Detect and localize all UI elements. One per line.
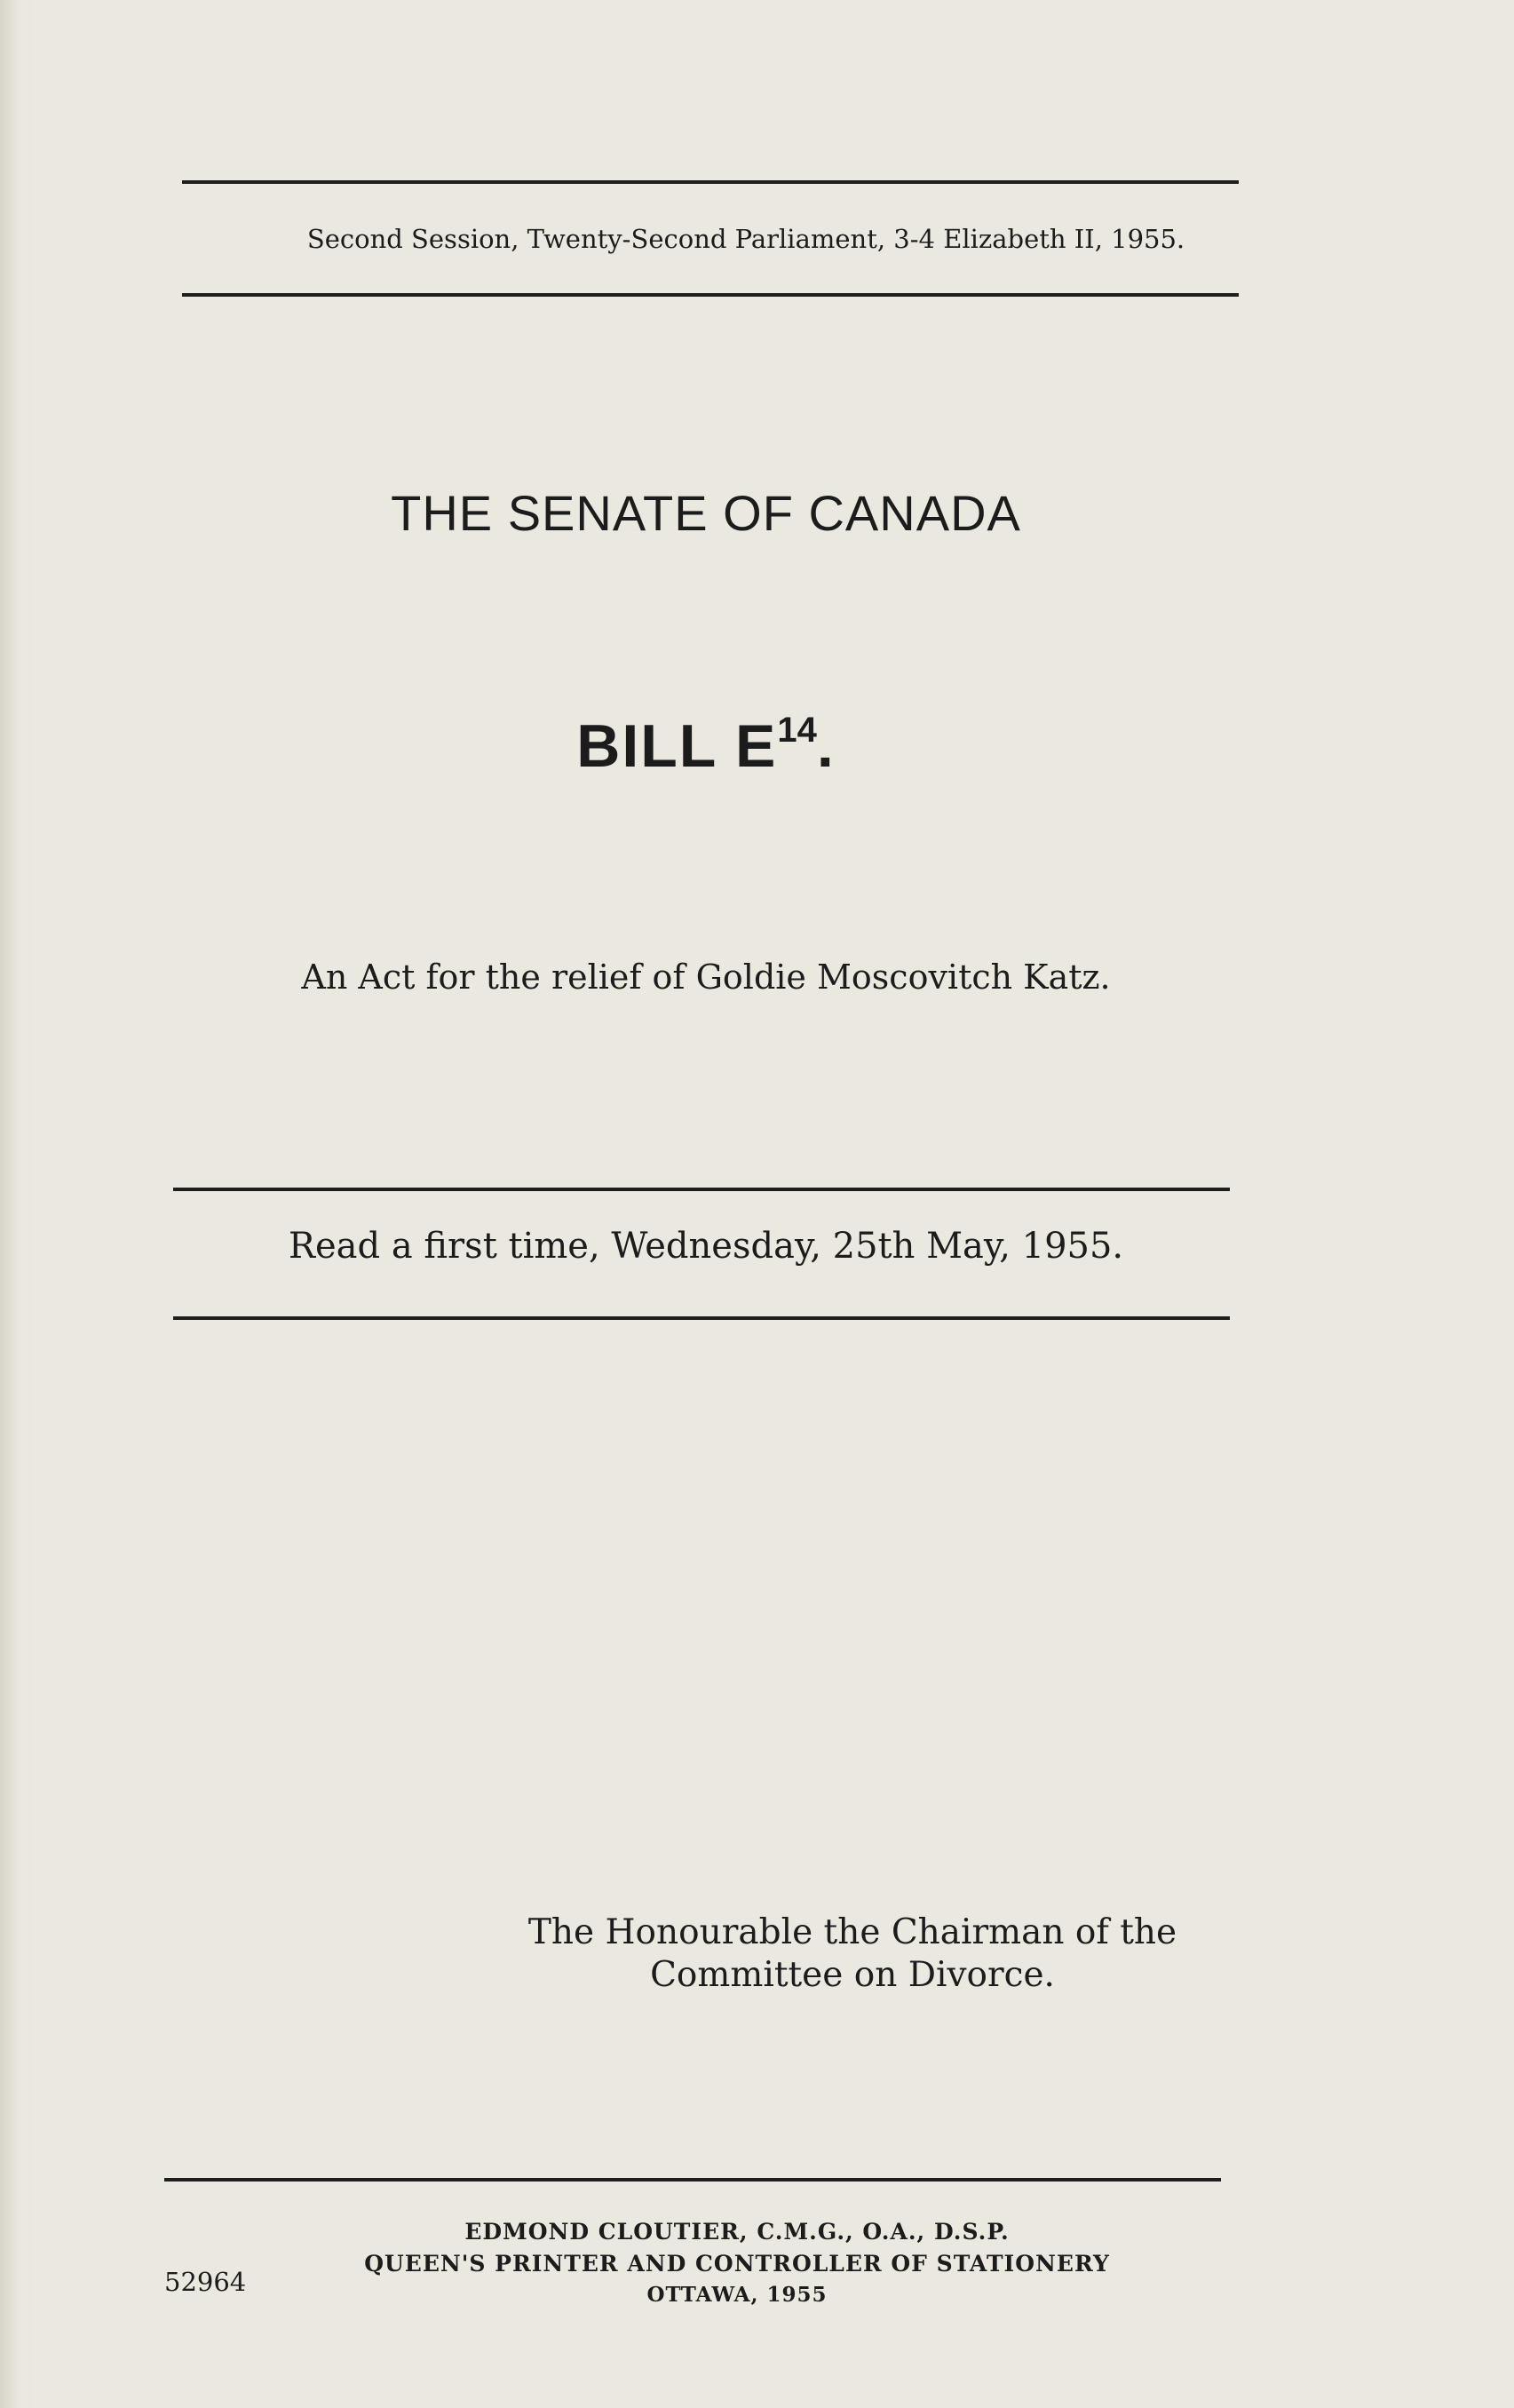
top-rule-upper <box>182 180 1239 184</box>
reading-rule-upper <box>173 1188 1230 1191</box>
reading-rule-lower <box>173 1316 1230 1320</box>
senate-heading: THE SENATE OF CANADA <box>391 485 1021 541</box>
catalog-number: 52964 <box>164 2267 247 2297</box>
sponsor-line-1: The Honourable the Chairman of the <box>527 1912 1177 1952</box>
bill-suffix: . <box>816 712 836 780</box>
show-through-decoration <box>293 391 302 422</box>
first-reading-line: Read a first time, Wednesday, 25th May, 1955. <box>288 1226 1124 1267</box>
footer-rule <box>164 2178 1221 2182</box>
top-rule-lower <box>182 293 1239 297</box>
sponsor-line-2: Committee on Divorce. <box>650 1955 1055 1995</box>
bill-superscript: 14 <box>777 711 817 750</box>
printer-city: OTTAWA, 1955 <box>646 2283 828 2307</box>
printer-name: EDMOND CLOUTIER, C.M.G., O.A., D.S.P. <box>464 2219 1010 2245</box>
act-title: An Act for the relief of Goldie Moscovitch Katz. <box>301 958 1111 997</box>
printer-title: QUEEN'S PRINTER AND CONTROLLER OF STATIONERY <box>364 2251 1110 2277</box>
session-line: Second Session, Twenty-Second Parliament, 3-4 Elizabeth II, 1955. <box>306 224 1185 254</box>
bill-number <box>182 711 1230 781</box>
bill-prefix: BILL E <box>576 712 778 780</box>
sponsor-block <box>497 1911 1208 1997</box>
